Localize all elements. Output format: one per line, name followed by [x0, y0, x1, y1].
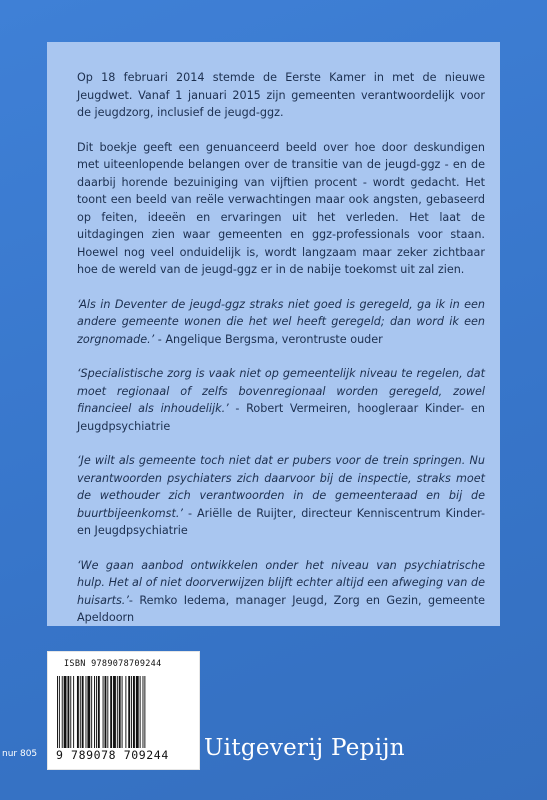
isbn-label: ISBN 9789078709244: [64, 659, 162, 669]
barcode-bar: [59, 676, 60, 748]
publisher-name: Uitgeverij Pepijn: [204, 735, 405, 761]
barcode-bar: [122, 676, 123, 748]
barcode-bar: [113, 676, 116, 748]
barcode-bar: [105, 676, 107, 748]
isbn-digits: 9 789078 709244: [56, 748, 169, 762]
barcode-bar: [91, 676, 92, 748]
barcode-bar: [125, 676, 126, 748]
barcode-bar: [86, 676, 87, 748]
barcode-bar: [103, 676, 104, 748]
barcode-bar: [94, 676, 95, 748]
quote-attribution: - Robert Vermeiren, hoogleraar Kinder- en Jeugdpsychiatrie: [77, 402, 485, 433]
barcode-bar: [117, 676, 118, 748]
barcode-bar: [70, 676, 71, 748]
quote-attribution: - Ariëlle de Ruijter, directeur Kenniscentrum Kinder- en Jeugdpsychiatrie: [77, 506, 485, 537]
barcode-bar: [82, 676, 84, 748]
barcode-bars: [57, 676, 193, 748]
quote-block: [77, 365, 485, 435]
barcode-bar: [133, 676, 135, 748]
barcode-bar: [64, 676, 67, 748]
intro-paragraph-2: Dit boekje geeft een genuanceerd beeld over hoe door deskundigen met uiteenlopende belangen over de transitie van de jeugd-ggz - en de daarbij horende bezuiniging van vijftien procent - wordt gedacht. Het toont een beeld van reële verwachtingen maar ook angsten, gebaseerd op feiten, ideeën en ervaringen uit het verleden. Het laat de uitdagingen zien waar gemeenten en ggz-professionals voor staan. Hoewel nog veel onduidelijk is, wordt langzaam maar zeker zichtbaar hoe de wereld van de jeugd-ggz er in de nabije toekomst uit zal zien.: [77, 140, 485, 276]
quote-text: ‘Je wilt als gemeente toch niet dat er pubers voor de trein springen. Nu verantwoorden psychiaters zich daarvoor bij de inspectie, straks moet de wethouder zich verantwoorden in de gemeenteraad en bij de buurtbijeenkomst.’: [77, 454, 485, 520]
barcode-bar: [143, 676, 144, 748]
barcode-bar: [110, 676, 112, 748]
barcode-bar: [80, 676, 81, 748]
quote-block: [77, 296, 485, 349]
quote-attribution: - Remko Iedema, manager Jeugd, Zorg en Gezin, gemeente Apeldoorn: [77, 593, 485, 624]
quote-block: [77, 557, 485, 627]
barcode-bar: [131, 676, 132, 748]
quote-text: ‘Specialistische zorg is vaak niet op gemeentelijk niveau te regelen, dat moet regionaal of zelfs bovenregionaal worden geregeld, zowel financieel als inhoudelijk.’: [77, 367, 485, 415]
barcode-bar: [107, 676, 108, 748]
intro-paragraph-1: Op 18 februari 2014 stemde de Eerste Kamer in met de nieuwe Jeugdwet. Vanaf 1 januari 2015 zijn gemeenten verantwoordelijk voor de jeugdzorg, inclusief de jeugd-ggz.: [77, 71, 485, 119]
barcode-bar: [119, 676, 121, 748]
quote-text: ‘We gaan aanbod ontwikkelen onder het niveau van psychiatrische hulp. Het al of niet doorverwijzen blijft echter altijd een afweging van de huisarts.’: [77, 558, 485, 607]
back-cover-text-panel: [47, 42, 500, 626]
barcode-bar: [128, 676, 130, 748]
quote-attribution: - Angelique Bergsma, verontruste ouder: [154, 332, 383, 346]
barcode-bar: [73, 676, 74, 748]
barcode-bar: [87, 676, 90, 748]
barcode-bar: [136, 676, 139, 748]
quote-text: ‘Als in Deventer de jeugd-ggz straks niet goed is geregeld, ga ik in een andere gemeente wonen die het wel heeft geregeld; dan word ik een zorgnomade.’: [77, 297, 485, 346]
barcode-bar: [140, 676, 141, 748]
quote-block: [77, 452, 485, 540]
barcode-bar: [77, 676, 79, 748]
barcode-bar: [67, 676, 69, 748]
barcode-bar: [144, 676, 145, 748]
barcode-bar: [62, 676, 63, 748]
barcode-bar: [98, 676, 100, 748]
barcode-bar: [57, 676, 58, 748]
barcode-bar: [96, 676, 97, 748]
nur-code: nur 805: [2, 749, 38, 759]
isbn-barcode: [47, 651, 200, 770]
